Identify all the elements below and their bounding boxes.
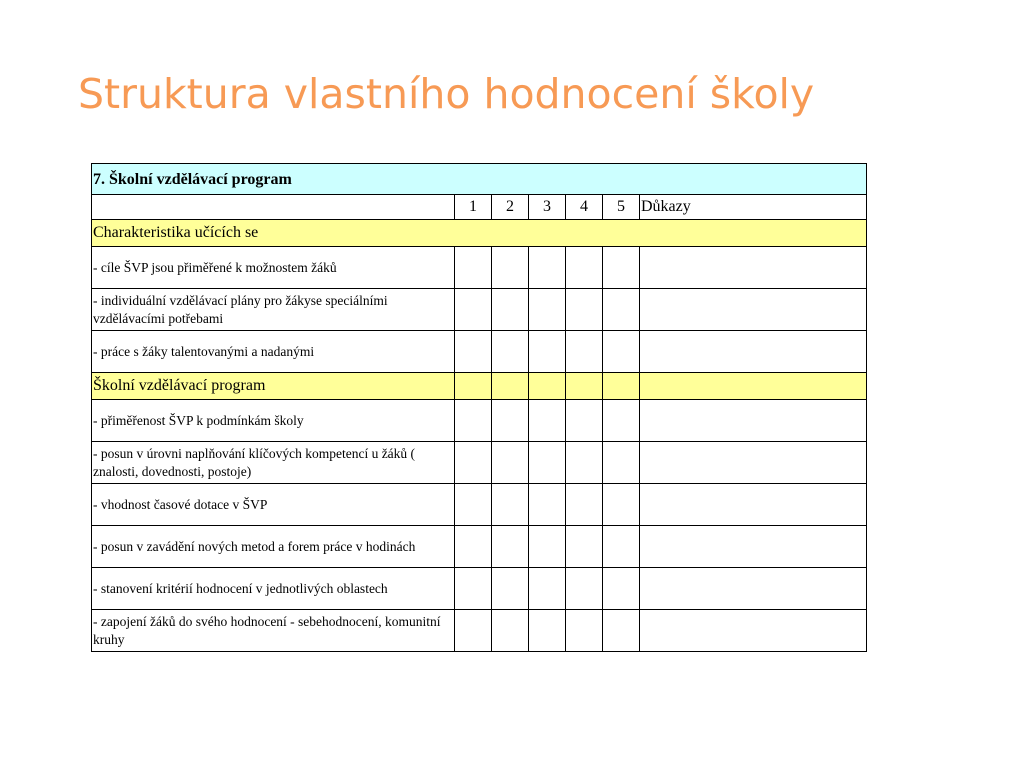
table-row xyxy=(92,289,867,331)
rating-cell-2[interactable] xyxy=(492,442,529,484)
rating-cell-2[interactable] xyxy=(492,610,529,652)
rating-cell-3[interactable] xyxy=(529,289,566,331)
evidence-cell[interactable] xyxy=(640,247,867,289)
section-label: Charakteristika učících se xyxy=(92,220,867,247)
rating-cell-1[interactable] xyxy=(455,526,492,568)
column-header-row xyxy=(92,195,867,220)
rating-cell-2[interactable] xyxy=(492,331,529,373)
rating-cell-1[interactable] xyxy=(455,247,492,289)
criterion-label: - posun v zavádění nových metod a forem práce v hodinách xyxy=(92,526,455,568)
rating-cell-2[interactable] xyxy=(492,289,529,331)
rating-cell-5[interactable] xyxy=(603,484,640,526)
table-row xyxy=(92,400,867,442)
rating-cell-5[interactable] xyxy=(603,442,640,484)
section-row xyxy=(92,220,867,247)
table-header-row xyxy=(92,164,867,195)
table-row xyxy=(92,484,867,526)
table-row xyxy=(92,247,867,289)
criterion-label: - posun v úrovni naplňování klíčových kompetencí u žáků ( znalosti, dovednosti, postoje) xyxy=(92,442,455,484)
rating-cell-2[interactable] xyxy=(492,484,529,526)
criterion-label: - přiměřenost ŠVP k podmínkám školy xyxy=(92,400,455,442)
rating-cell-1[interactable] xyxy=(455,289,492,331)
table-row xyxy=(92,442,867,484)
evidence-cell[interactable] xyxy=(640,289,867,331)
rating-cell-4[interactable] xyxy=(566,289,603,331)
criterion-label: - zapojení žáků do svého hodnocení - sebehodnocení, komunitní kruhy xyxy=(92,610,455,652)
rating-cell-3[interactable] xyxy=(529,610,566,652)
evidence-cell[interactable] xyxy=(640,442,867,484)
table-row xyxy=(92,331,867,373)
rating-cell-4[interactable] xyxy=(566,568,603,610)
section-cell xyxy=(455,373,492,400)
rating-cell-3[interactable] xyxy=(529,247,566,289)
rating-cell-1[interactable] xyxy=(455,331,492,373)
rating-cell-3[interactable] xyxy=(529,442,566,484)
rating-cell-5[interactable] xyxy=(603,400,640,442)
rating-cell-1[interactable] xyxy=(455,484,492,526)
section-row xyxy=(92,373,867,400)
rating-cell-4[interactable] xyxy=(566,247,603,289)
rating-cell-2[interactable] xyxy=(492,400,529,442)
column-header-empty xyxy=(92,195,455,220)
rating-cell-3[interactable] xyxy=(529,484,566,526)
rating-cell-1[interactable] xyxy=(455,568,492,610)
rating-cell-5[interactable] xyxy=(603,289,640,331)
slide-title: Struktura vlastního hodnocení školy xyxy=(78,70,815,118)
rating-cell-4[interactable] xyxy=(566,442,603,484)
column-header-2: 2 xyxy=(492,195,529,220)
table-row xyxy=(92,526,867,568)
column-header-1: 1 xyxy=(455,195,492,220)
section-cell xyxy=(603,373,640,400)
rating-cell-5[interactable] xyxy=(603,247,640,289)
section-cell xyxy=(529,373,566,400)
section-cell xyxy=(640,373,867,400)
rating-cell-4[interactable] xyxy=(566,526,603,568)
rating-cell-4[interactable] xyxy=(566,484,603,526)
rating-cell-5[interactable] xyxy=(603,568,640,610)
rating-cell-2[interactable] xyxy=(492,247,529,289)
evaluation-table xyxy=(91,163,867,652)
evidence-cell[interactable] xyxy=(640,400,867,442)
evidence-cell[interactable] xyxy=(640,331,867,373)
table-header-title: 7. Školní vzdělávací program xyxy=(92,164,867,195)
rating-cell-2[interactable] xyxy=(492,568,529,610)
rating-cell-3[interactable] xyxy=(529,568,566,610)
column-header-5: 5 xyxy=(603,195,640,220)
evidence-cell[interactable] xyxy=(640,484,867,526)
rating-cell-1[interactable] xyxy=(455,610,492,652)
column-header-3: 3 xyxy=(529,195,566,220)
rating-cell-5[interactable] xyxy=(603,331,640,373)
criterion-label: - vhodnost časové dotace v ŠVP xyxy=(92,484,455,526)
evidence-cell[interactable] xyxy=(640,526,867,568)
rating-cell-3[interactable] xyxy=(529,400,566,442)
criterion-label: - práce s žáky talentovanými a nadanými xyxy=(92,331,455,373)
rating-cell-1[interactable] xyxy=(455,442,492,484)
rating-cell-3[interactable] xyxy=(529,526,566,568)
criterion-label: - individuální vzdělávací plány pro žákyse speciálními vzdělávacími potřebami xyxy=(92,289,455,331)
evidence-cell[interactable] xyxy=(640,568,867,610)
table-row xyxy=(92,610,867,652)
rating-cell-4[interactable] xyxy=(566,610,603,652)
section-cell xyxy=(492,373,529,400)
column-header-evidence: Důkazy xyxy=(640,195,867,220)
rating-cell-4[interactable] xyxy=(566,331,603,373)
rating-cell-4[interactable] xyxy=(566,400,603,442)
rating-cell-5[interactable] xyxy=(603,526,640,568)
criterion-label: - stanovení kritérií hodnocení v jednotlivých oblastech xyxy=(92,568,455,610)
evidence-cell[interactable] xyxy=(640,610,867,652)
table-row xyxy=(92,568,867,610)
section-cell xyxy=(566,373,603,400)
rating-cell-1[interactable] xyxy=(455,400,492,442)
section-label: Školní vzdělávací program xyxy=(92,373,455,400)
criterion-label: - cíle ŠVP jsou přiměřené k možnostem žáků xyxy=(92,247,455,289)
rating-cell-5[interactable] xyxy=(603,610,640,652)
column-header-4: 4 xyxy=(566,195,603,220)
rating-cell-3[interactable] xyxy=(529,331,566,373)
rating-cell-2[interactable] xyxy=(492,526,529,568)
